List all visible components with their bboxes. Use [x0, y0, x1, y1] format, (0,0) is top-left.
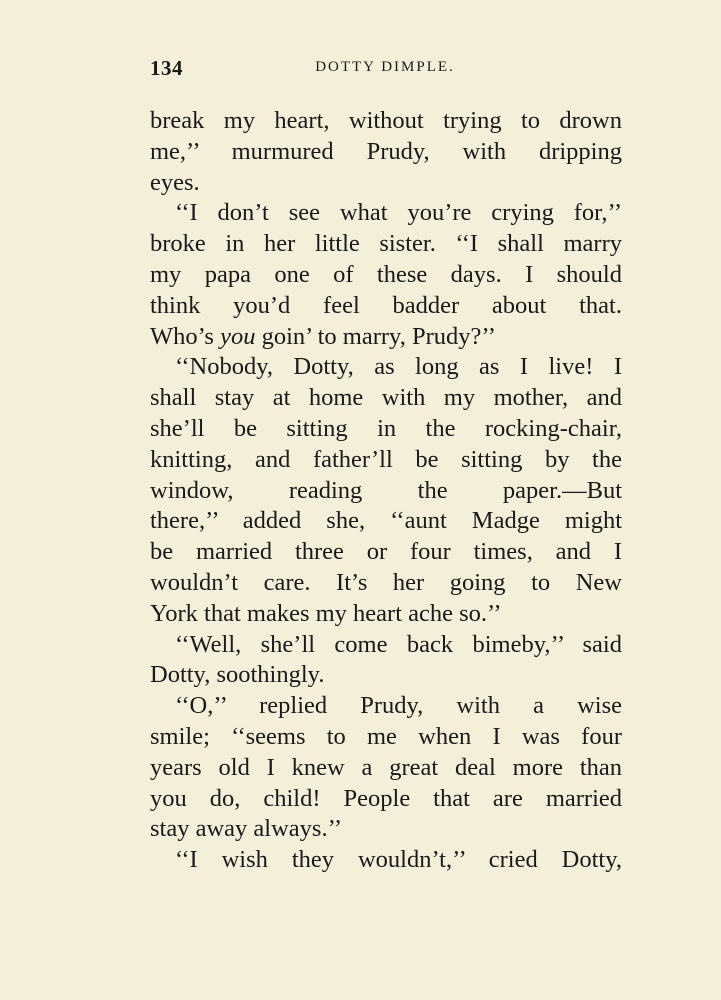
text-line: wouldn’t care. It’s her going to New [150, 568, 622, 596]
text-line: window, reading the paper.—But [150, 476, 622, 504]
text-line: she’ll be sitting in the rocking-chair, [150, 414, 622, 442]
text-line: stay away always.’’ [150, 815, 343, 843]
page-number: 134 [150, 56, 183, 80]
text-line: you do, child! People that are married [150, 784, 622, 812]
page-header [150, 56, 620, 82]
text-line: there,’’ added she, ‘‘aunt Madge might [150, 507, 622, 535]
text-line: think you’d feel badder about that. [150, 291, 622, 319]
emphasized-word: you [220, 322, 256, 350]
text-line: years old I knew a great deal more than [150, 753, 622, 781]
text-line: me,’’ murmured Prudy, with dripping [150, 137, 622, 165]
text-line: shall stay at home with my mother, and [150, 384, 622, 412]
text-line: be married three or four times, and I [150, 538, 622, 566]
text-segment: goin’ to marry, Prudy?’’ [255, 322, 496, 350]
text-line: my papa one of these days. I should [150, 260, 622, 288]
body-text [150, 106, 622, 876]
text-line: eyes. [150, 168, 200, 196]
text-line: knitting, and father’ll be sitting by the [150, 445, 622, 473]
text-line: York that makes my heart ache so.’’ [150, 599, 502, 627]
text-line: ‘‘Nobody, Dotty, as long as I live! I [175, 353, 622, 381]
text-line: Dotty, soothingly. [150, 661, 325, 689]
text-line: ‘‘I don’t see what you’re crying for,’’ [175, 199, 622, 227]
text-line: ‘‘Well, she’ll come back bimeby,’’ said [175, 630, 622, 658]
text-line: break my heart, without trying to drown [150, 107, 622, 134]
running-title: DOTTY DIMPLE. [315, 59, 455, 75]
text-line: broke in her little sister. ‘‘I shall marry [150, 230, 622, 258]
text-line [150, 322, 622, 353]
text-line: ‘‘I wish they wouldn’t,’’ cried Dotty, [175, 846, 622, 874]
text-segment: Who’s [150, 322, 221, 350]
text-line: smile; ‘‘seems to me when I was four [150, 722, 622, 750]
text-line: ‘‘O,’’ replied Prudy, with a wise [175, 692, 622, 720]
